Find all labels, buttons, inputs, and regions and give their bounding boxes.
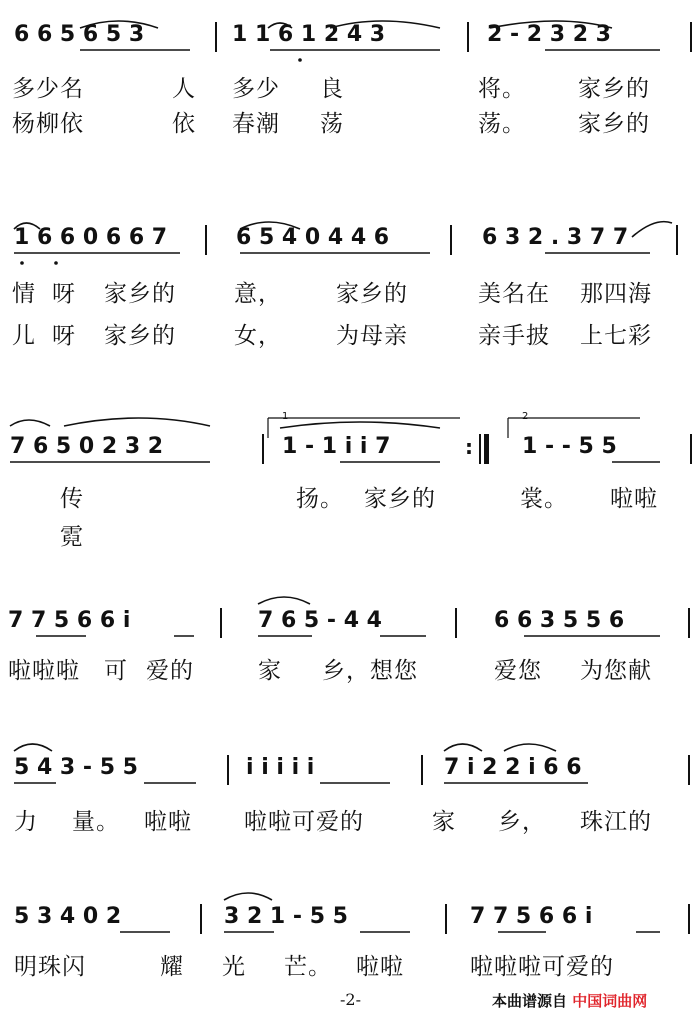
lyric-word: 爱您 [494, 658, 542, 684]
volta-2-label: 2 [522, 411, 529, 422]
volta-1-label: 1 [282, 411, 289, 422]
lyric-word: 家 [432, 809, 456, 835]
lyric-line-1 [0, 277, 700, 311]
lyric-word: 霓 [60, 524, 84, 550]
repeat-dots: : [465, 435, 473, 459]
lyric-word: 家乡的 [578, 76, 650, 102]
lyric-word: 啦啦啦可爱的 [470, 954, 614, 980]
measure-notes: 6 3 2 . 3 7 7 [482, 225, 629, 250]
slur-marks [0, 606, 700, 646]
lyric-word: 亲手披 [478, 323, 550, 349]
measure-notes: 5 4 3 - 5 5 [14, 755, 138, 780]
lyric-word: 珠江的 [580, 809, 652, 835]
lyric-line-1 [0, 950, 700, 984]
lyric-word: 女， [234, 323, 282, 349]
notation-row [0, 223, 700, 253]
lyric-line-1 [0, 482, 700, 516]
lyric-word: 依 [172, 111, 196, 137]
slur-marks [0, 20, 700, 60]
lyric-word: 家乡的 [364, 486, 436, 512]
lyric-word: 儿 [12, 323, 36, 349]
lyric-line-1 [0, 654, 700, 688]
lyric-word: 意， [234, 281, 282, 307]
measure-notes: 3 2 1 - 5 5 [224, 904, 348, 929]
lyric-line-2 [0, 520, 700, 554]
lyric-word: 上七彩 [580, 323, 652, 349]
source-credit[interactable] [492, 990, 647, 1011]
lyric-word: 可 [104, 658, 128, 684]
lyric-word: 传 [60, 486, 84, 512]
lyric-word: 荡。 [478, 111, 526, 137]
lyric-word: 耀 [160, 954, 184, 980]
lyric-word: 爱的 [146, 658, 194, 684]
measure-notes: 1 - 1 i i 7 [282, 434, 391, 459]
lyric-word: 春潮 [232, 111, 280, 137]
page-number: -2- [340, 990, 361, 1009]
lyric-word: 啦啦 [144, 809, 192, 835]
lyric-word: 呀 [52, 281, 76, 307]
measure-notes: 7 i 2 2 i 6 6 [444, 755, 582, 780]
measure-notes: 7 7 5 6 6 i [470, 904, 593, 929]
lyric-word: 芒。 [284, 954, 332, 980]
lyric-word: 情 [12, 281, 36, 307]
lyric-word: 家乡的 [104, 281, 176, 307]
lyric-line-2 [0, 107, 700, 141]
lyric-word: 多少名 [12, 76, 84, 102]
source-prefix: 本曲谱源自 [492, 992, 568, 1010]
slur-marks [0, 902, 700, 942]
notation-row [0, 20, 700, 50]
measure-notes: 6 6 3 5 5 6 [494, 608, 625, 633]
lyric-word: 啦啦啦 [8, 658, 80, 684]
notation-row [0, 606, 700, 636]
measure-notes: 6 5 4 0 4 4 6 [236, 225, 390, 250]
lyric-word: 啦啦 [610, 486, 658, 512]
lyric-line-2 [0, 319, 700, 353]
measure-notes: 5 3 4 0 2 [14, 904, 122, 929]
slur-marks [0, 223, 700, 263]
lyric-word: 家乡的 [578, 111, 650, 137]
measure-notes: 7 6 5 - 4 4 [258, 608, 382, 633]
slur-marks [0, 753, 700, 793]
lyric-word: 力 [14, 809, 38, 835]
lyric-line-1 [0, 72, 700, 106]
notation-row [0, 411, 700, 462]
lyric-word: 那四海 [580, 281, 652, 307]
lyric-word: 啦啦 [356, 954, 404, 980]
lyric-word: 乡， [498, 809, 546, 835]
lyric-word: 家乡的 [336, 281, 408, 307]
lyric-word: 良 [320, 76, 344, 102]
notation-row [0, 902, 700, 932]
lyric-word: 人 [172, 76, 196, 102]
source-brand[interactable]: 中国词曲网 [572, 992, 648, 1010]
lyric-word: 乡，想您 [322, 658, 418, 684]
lyric-word: 扬。 [296, 486, 344, 512]
lyric-word: 多少 [232, 76, 280, 102]
measure-notes: 1 - - 5 5 [522, 434, 617, 459]
lyric-line-1 [0, 805, 700, 839]
measure-notes: 1 6 6 0 6 6 7 [14, 225, 168, 250]
lyric-word: 量。 [72, 809, 120, 835]
measure-notes: i i i i i [246, 755, 315, 780]
measure-notes: 7 7 5 6 6 i [8, 608, 131, 633]
lyric-word: 杨柳依 [12, 111, 84, 137]
lyric-word: 家乡的 [104, 323, 176, 349]
lyric-word: 荡 [320, 111, 344, 137]
lyric-word: 呀 [52, 323, 76, 349]
lyric-word: 家 [258, 658, 282, 684]
lyric-word: 美名在 [478, 281, 550, 307]
lyric-word: 为您献 [580, 658, 652, 684]
slur-marks [0, 432, 700, 472]
lyric-word: 为母亲 [336, 323, 408, 349]
measure-notes: 2 - 2 3 2 3 [487, 22, 611, 47]
measure-notes: 7 6 5 0 2 3 2 [10, 434, 164, 459]
lyric-word: 将。 [478, 76, 526, 102]
measure-notes: 6 6 5 6 5 3 [14, 22, 145, 47]
lyric-word: 光 [222, 954, 246, 980]
lyric-word: 啦啦可爱的 [244, 809, 364, 835]
measure-notes: 1 1 6 1 2 4 3 [232, 22, 386, 47]
lyric-word: 裳。 [520, 486, 568, 512]
notation-row [0, 753, 700, 783]
lyric-word: 明珠闪 [14, 954, 86, 980]
